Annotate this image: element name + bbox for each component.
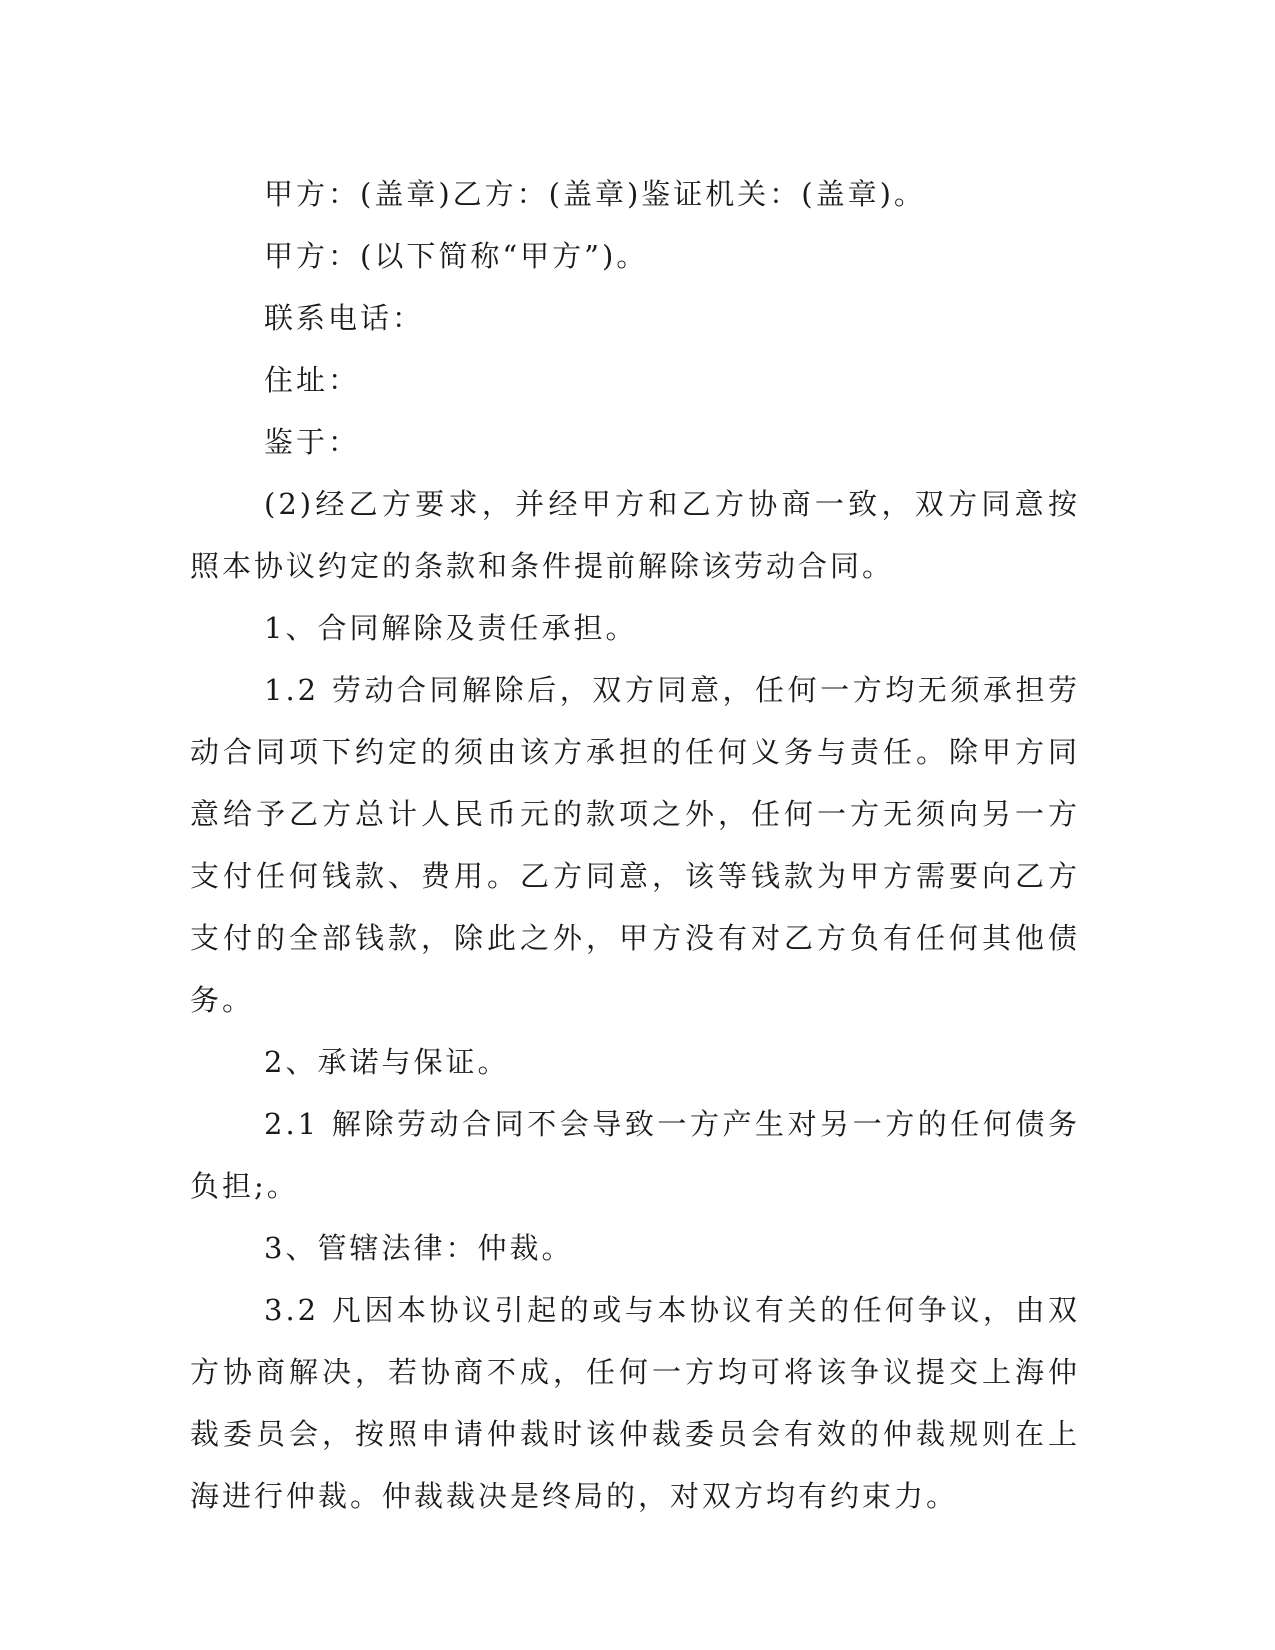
section-3-heading: 3、管辖法律：仲裁。 [264, 1231, 574, 1265]
clause-2-1: 2.1 解除劳动合同不会导致一方产生对另一方的任何债务负担;。 [190, 1107, 1080, 1203]
section-1-heading: 1、合同解除及责任承担。 [264, 611, 638, 645]
section-2-heading: 2、承诺与保证。 [264, 1045, 510, 1079]
whereas-line: 鉴于： [264, 425, 361, 459]
address-line: 住址： [264, 363, 361, 397]
phone-line: 联系电话： [264, 301, 425, 335]
clause-3-2: 3.2 凡因本协议引起的或与本协议有关的任何争议，由双方协商解决，若协商不成，任何一方均可将该争议提交上海仲裁委员会，按照申请仲裁时该仲裁委员会有效的仲裁规则在上海进行仲裁。仲裁裁决是终局的，对双方均有约束力。 [190, 1293, 1080, 1513]
party-a-line: 甲方：(以下简称“甲方”)。 [264, 239, 649, 273]
signature-line: 甲方：(盖章)乙方：(盖章)鉴证机关：(盖章)。 [264, 177, 926, 211]
recital-paragraph: (2)经乙方要求，并经甲方和乙方协商一致，双方同意按照本协议约定的条款和条件提前解除该劳动合同。 [190, 487, 1080, 583]
clause-1-2: 1.2 劳动合同解除后，双方同意，任何一方均无须承担劳动合同项下约定的须由该方承担的任何义务与责任。除甲方同意给予乙方总计人民币元的款项之外，任何一方无须向另一方支付任何钱款、费用。乙方同意，该等钱款为甲方需要向乙方支付的全部钱款，除此之外，甲方没有对乙方负有任何其他债务。 [190, 673, 1080, 1017]
document-body [190, 163, 1080, 1527]
